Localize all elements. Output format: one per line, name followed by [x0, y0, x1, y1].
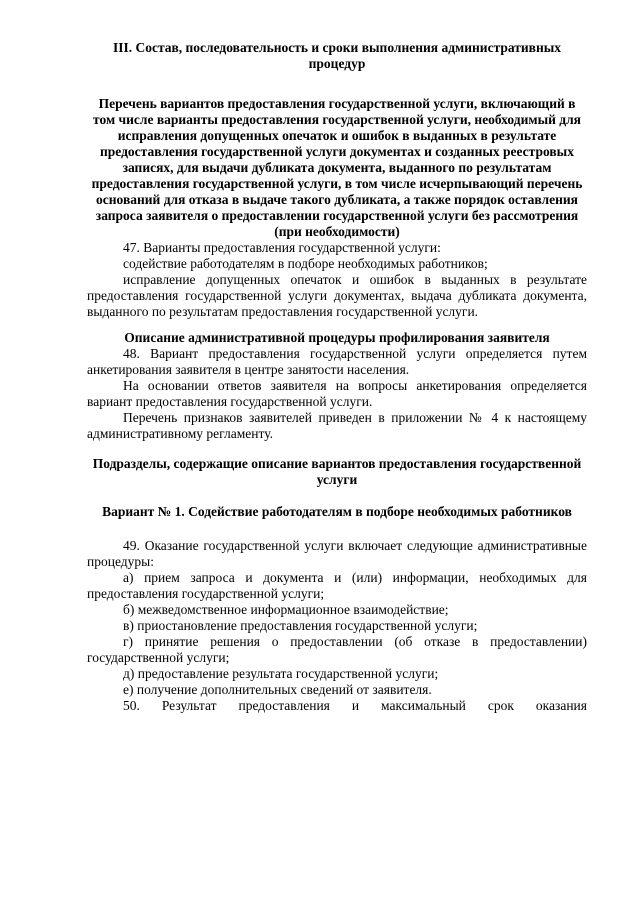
- section-title: III. Состав, последовательность и сроки выполнения административных процедур: [112, 40, 562, 71]
- procedure-item-e: д) предоставление результата государственной услуги;: [123, 666, 439, 681]
- paragraph-answers: На основании ответов заявителя на вопросы анкетирования определяется вариант предоставления государственной услуги.: [87, 378, 587, 409]
- procedure-item-d: г) принятие решения о предоставлении (об отказе в предоставлении) государственной услуги;: [87, 634, 587, 665]
- paragraph-50: 50. Результат предоставления и максимальный срок оказания: [123, 698, 587, 713]
- subsections-heading: Подразделы, содержащие описание вариантов предоставления государственной услуги: [92, 456, 582, 487]
- procedure-item-f: е) получение дополнительных сведений от заявителя.: [123, 682, 432, 697]
- procedure-item-b: б) межведомственное информационное взаимодействие;: [123, 602, 449, 617]
- paragraph-48: 48. Вариант предоставления государственной услуги определяется путем анкетирования заявителя в центре занятости населения.: [87, 346, 587, 377]
- document-page: [87, 40, 587, 714]
- variant-1-heading: Вариант № 1. Содействие работодателям в подборе необходимых работников: [102, 504, 572, 519]
- spacer: [87, 520, 587, 538]
- profiling-heading: Описание административной процедуры профилирования заявителя: [124, 330, 550, 345]
- variants-heading: Перечень вариантов предоставления государственной услуги, включающий в том числе варианты предоставления государственной услуги, необходимый для исправления допущенных опечаток и ошибок в выданных в результате предоставления государственной услуги документах и созданных реестровых записях, для выдачи дубликата документа, выданного по результатам предоставления государственной услуги, в том числе исчерпывающий перечень оснований для отказа в выдаче такого дубликата, а также порядок оставления запроса заявителя о предоставлении государственной услуги без рассмотрения (при необходимости): [91, 96, 583, 239]
- paragraph-47-item-1: содействие работодателям в подборе необходимых работников;: [123, 256, 488, 271]
- paragraph-47-intro: 47. Варианты предоставления государственной услуги:: [123, 240, 441, 255]
- procedure-item-a: а) прием запроса и документа и (или) информации, необходимых для предоставления государственной услуги;: [87, 570, 587, 601]
- paragraph-attributes-list: Перечень признаков заявителей приведен в приложении № 4 к настоящему административному регламенту.: [87, 410, 587, 441]
- paragraph-47-item-2: исправление допущенных опечаток и ошибок в выданных в результате предоставления государственной услуги документах, выдача дубликата документа, выданного по результатам предоставления государственной услуги.: [87, 272, 587, 319]
- procedure-item-c: в) приостановление предоставления государственной услуги;: [123, 618, 478, 633]
- paragraph-49: 49. Оказание государственной услуги включает следующие административные процедуры:: [87, 538, 587, 569]
